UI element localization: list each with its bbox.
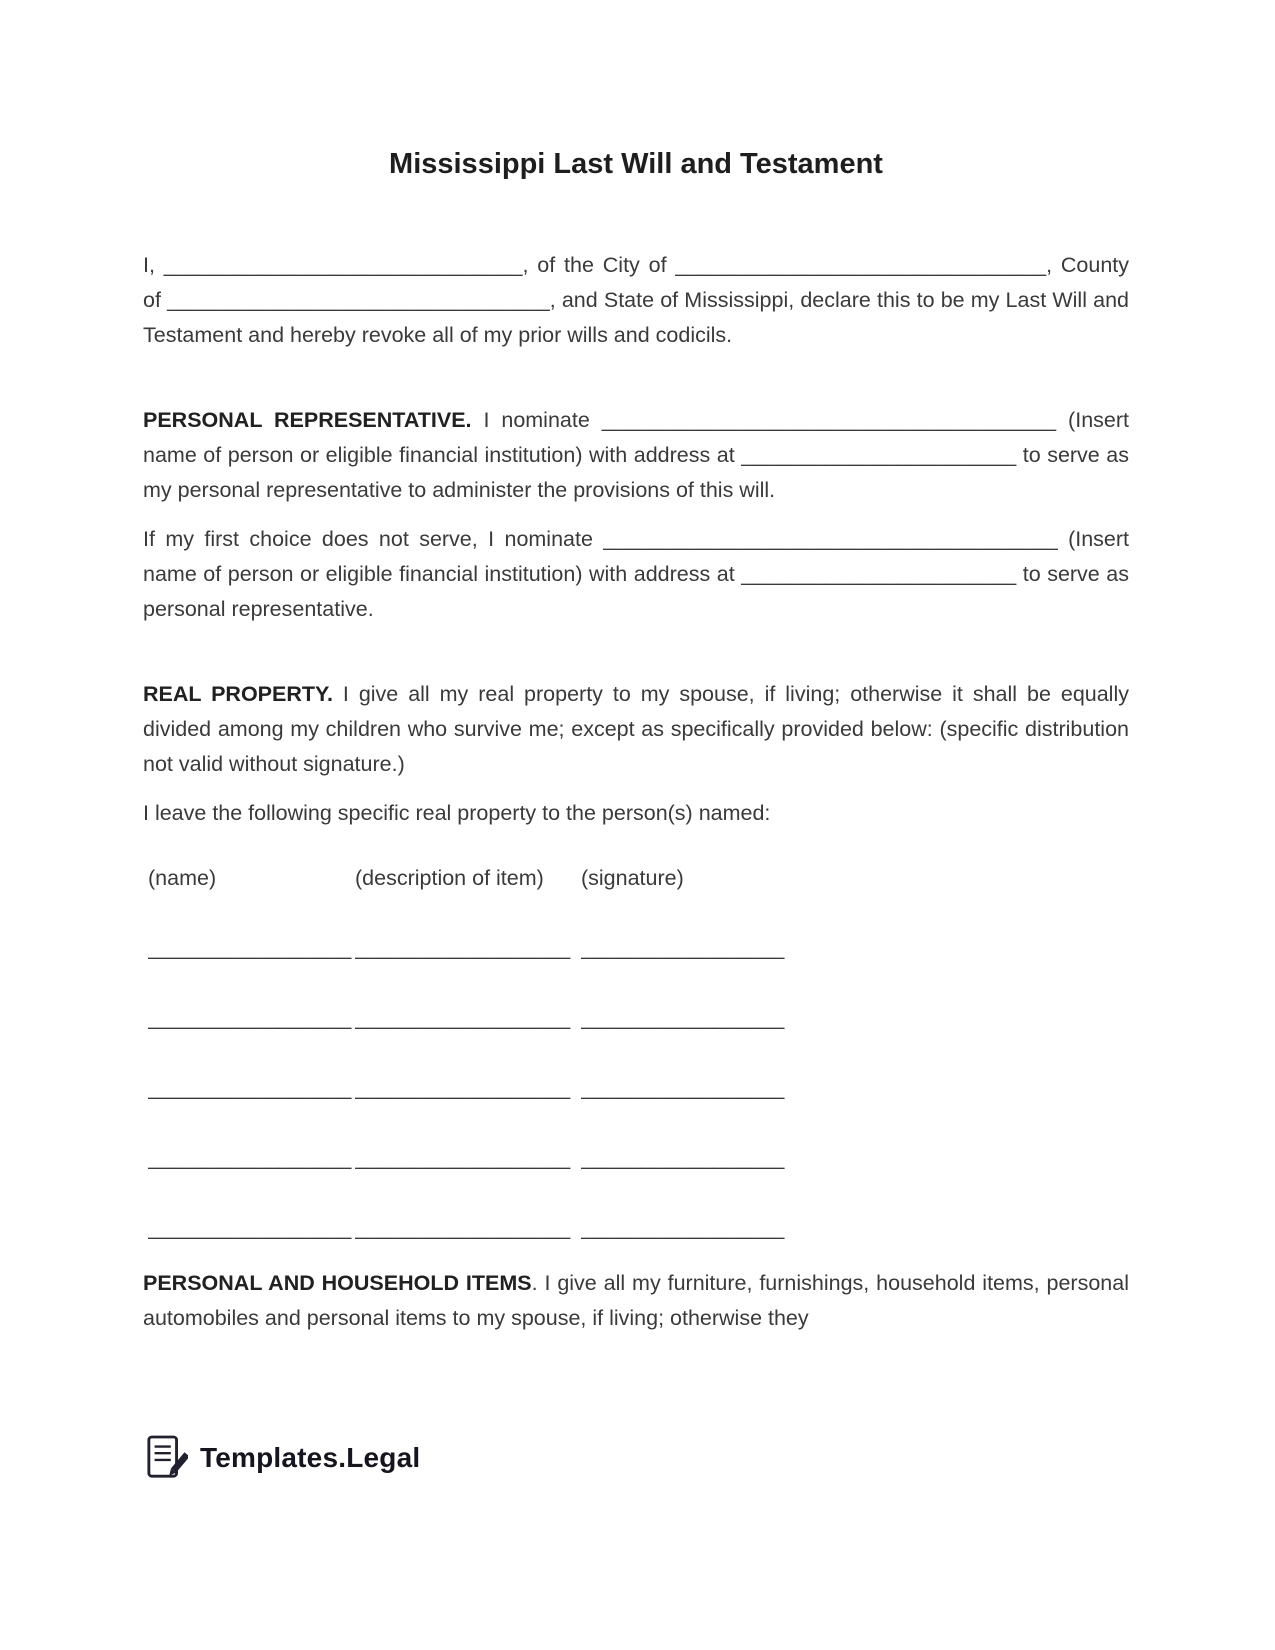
name-blank-line: _________________ [148, 936, 352, 960]
property-table-row [148, 1211, 1129, 1246]
personal-representative-body: I nominate ______________________________________ (Insert name of person or eligible financial institution) with address at _______________________ to serve as my personal representative to administer the provisions of this will. [143, 408, 1129, 502]
description-blank-line: __________________ [355, 1146, 571, 1170]
opening-paragraph [143, 248, 1129, 353]
real-property-intro-text: I leave the following specific real property to the person(s) named: [143, 801, 771, 825]
description-blank-line: __________________ [355, 1006, 571, 1030]
signature-blank-line: _________________ [581, 1146, 785, 1170]
signature-blank-line: _________________ [581, 936, 785, 960]
brand-name: Templates.Legal [200, 1442, 421, 1473]
column-header-description: (description of item) [355, 866, 544, 890]
description-blank-line: __________________ [355, 1216, 571, 1240]
personal-representative-heading: PERSONAL REPRESENTATIVE. [143, 408, 472, 432]
real-property-intro [143, 796, 1129, 831]
personal-household-paragraph [143, 1266, 1129, 1336]
alternate-representative-paragraph [143, 522, 1129, 627]
property-table-header [148, 861, 1129, 896]
personal-representative-paragraph [143, 403, 1129, 508]
opening-text: I, ______________________________, of the City of _______________________________, County of ________________________________, and State of Mississippi, declare this to be my Last Will and Testament and hereby revoke all of my prior wills and codicils. [143, 253, 1129, 347]
real-property-heading: REAL PROPERTY. [143, 682, 333, 706]
signature-blank-line: _________________ [581, 1216, 785, 1240]
property-table-row [148, 1071, 1129, 1106]
signature-blank-line: _________________ [581, 1006, 785, 1030]
column-header-signature: (signature) [581, 866, 684, 890]
property-table-row [148, 1141, 1129, 1176]
alternate-representative-text: If my first choice does not serve, I nominate ______________________________________ (Insert name of person or eligible financial institution) with address at _______________________ to serve as personal representative. [143, 527, 1129, 621]
description-blank-line: __________________ [355, 1076, 571, 1100]
name-blank-line: _________________ [148, 1146, 352, 1170]
name-blank-line: _________________ [148, 1216, 352, 1240]
real-property-paragraph [143, 677, 1129, 782]
property-table-row [148, 1001, 1129, 1036]
property-table [143, 861, 1129, 1246]
real-property-body: I give all my real property to my spouse, if living; otherwise it shall be equally divided among my children who survive me; except as specifically provided below: (specific distribution not valid without signature.) [143, 682, 1129, 776]
signature-blank-line: _________________ [581, 1076, 785, 1100]
document-title: Mississippi Last Will and Testament [389, 148, 883, 180]
name-blank-line: _________________ [148, 1006, 352, 1030]
property-table-row [148, 931, 1129, 966]
description-blank-line: __________________ [355, 936, 571, 960]
personal-household-heading: PERSONAL AND HOUSEHOLD ITEMS [143, 1271, 532, 1295]
document-pencil-icon [146, 1434, 188, 1482]
column-header-name: (name) [148, 866, 217, 890]
name-blank-line: _________________ [148, 1076, 352, 1100]
footer [146, 1434, 420, 1482]
personal-household-body: . I give all my furniture, furnishings, household items, personal automobiles and personal items to my spouse, if living; otherwise they [143, 1271, 1129, 1330]
